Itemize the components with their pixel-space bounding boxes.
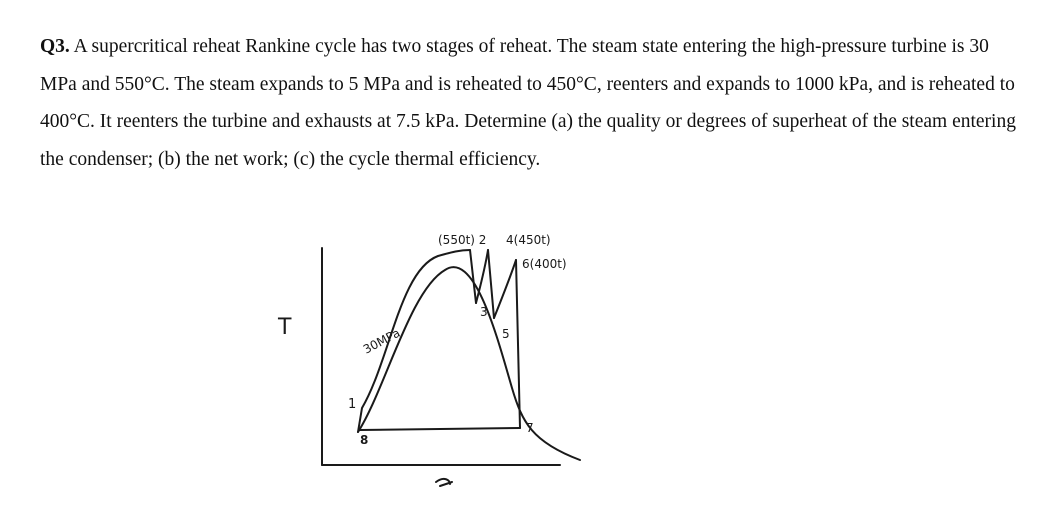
- expansion-2-3: [470, 250, 476, 303]
- pressure-label: 30MPa: [360, 325, 403, 357]
- reheat-5-6: [494, 260, 516, 318]
- question-text: [40, 28, 1030, 178]
- state-label-6: 6(400t): [522, 257, 567, 271]
- expansion-4-5: [488, 250, 494, 318]
- condensation-7-8: [360, 428, 520, 430]
- state-label-2: (550t) 2: [438, 233, 487, 247]
- reheat-3-4: [476, 250, 488, 303]
- state-label-1: 1: [348, 397, 357, 412]
- ts-diagram: [270, 210, 610, 510]
- saturation-dome: [358, 267, 580, 460]
- state-label-8: 8: [360, 433, 369, 447]
- state-label-7: 7: [526, 421, 534, 435]
- question-number: Q3.: [40, 36, 70, 57]
- ts-diagram-svg: [270, 210, 610, 510]
- state-label-3: 3: [480, 305, 488, 319]
- question-body: A supercritical reheat Rankine cycle has two stages of reheat. The steam state entering the high-pressure turbine is 30 MPa and 550°C. The steam expands to 5 MPa and is reheated to 450°C, reenters and expands to 1000 kPa, and is reheated to 400°C. It reenters the turbine and exhausts at 7.5 kPa. Determine (a) the quality or degrees of superheat of the steam entering the condenser; (b) the net work; (c) the cycle thermal efficiency.: [40, 36, 1016, 170]
- state-label-4: 4(450t): [506, 233, 551, 247]
- t-axis-label: T: [278, 315, 292, 340]
- s-axis-label-mark: [436, 479, 452, 486]
- state-label-5: 5: [502, 327, 510, 341]
